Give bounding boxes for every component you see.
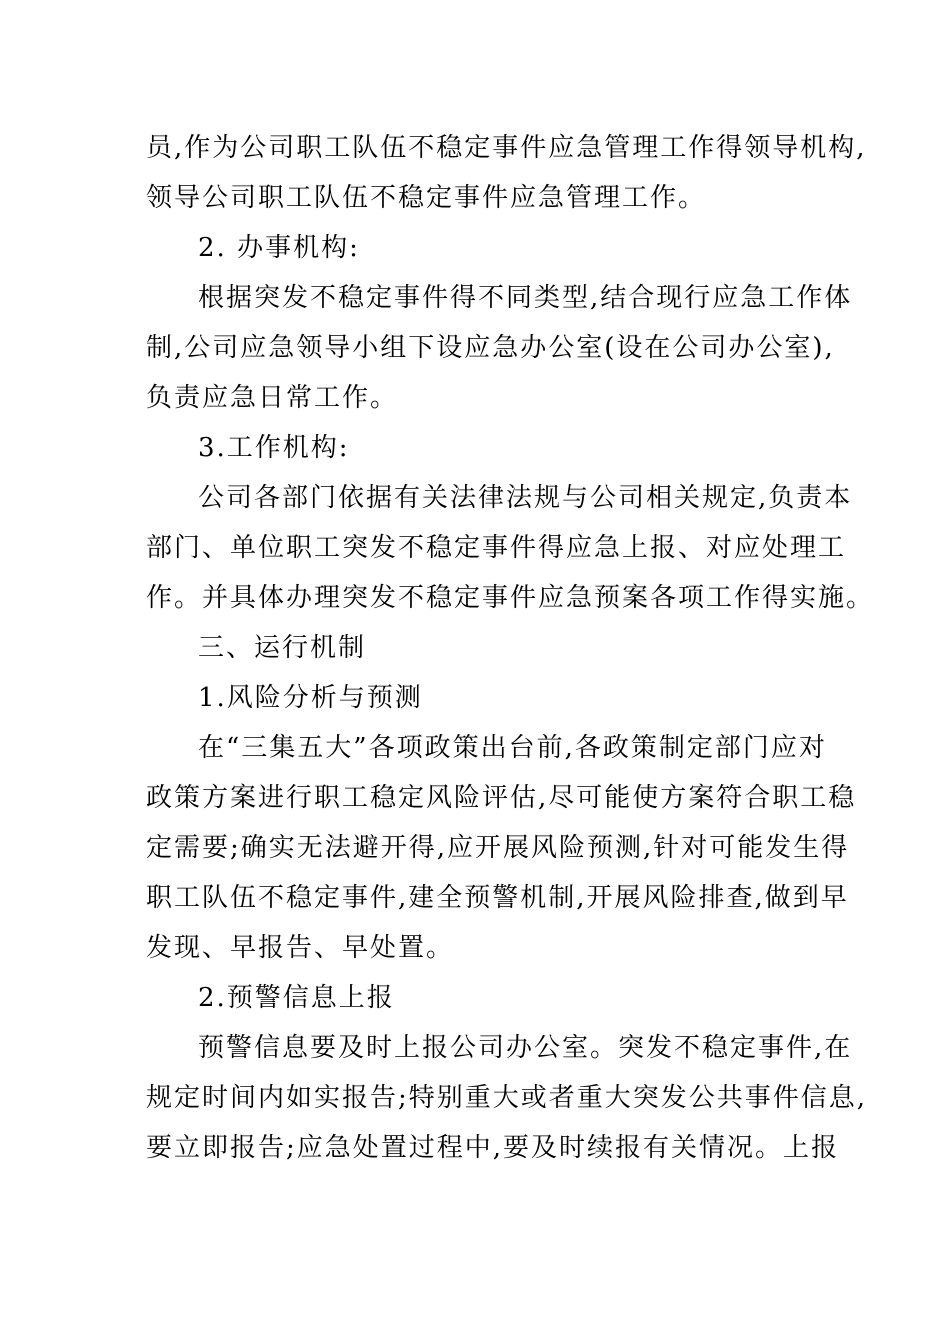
- text-line: 要立即报告;应急处置过程中,要及时续报有关情况。上报: [146, 1133, 840, 1163]
- text-line: 负责应急日常工作。: [146, 383, 399, 413]
- paragraph-start: 公司各部门依据有关法律法规与公司相关规定,负责本: [198, 483, 853, 513]
- text-line: 员,作为公司职工队伍不稳定事件应急管理工作得领导机构,: [146, 133, 867, 163]
- text-line: 定需要;确实无法避开得,应开展风险预测,针对可能发生得: [146, 833, 850, 863]
- paragraph-start: 在“三集五大”各项政策出台前,各政策制定部门应对: [198, 733, 827, 763]
- section-heading: 1.风险分析与预测: [198, 683, 423, 713]
- text-line: 政策方案进行职工稳定风险评估,尽可能使方案符合职工稳: [146, 783, 857, 813]
- section-heading: 2. 办事机构:: [198, 233, 360, 263]
- text-line: 规定时间内如实报告;特别重大或者重大突发公共事件信息,: [146, 1083, 868, 1113]
- section-heading: 2.预警信息上报: [198, 983, 395, 1013]
- paragraph-start: 根据突发不稳定事件得不同类型,结合现行应急工作体: [198, 283, 853, 313]
- paragraph-start: 预警信息要及时上报公司办公室。突发不稳定事件,在: [198, 1033, 853, 1063]
- text-line: 部门、单位职工突发不稳定事件得应急上报、对应处理工: [146, 533, 847, 563]
- text-line: 制,公司应急领导小组下设应急办公室(设在公司办公室),: [146, 333, 835, 363]
- chapter-heading: 三、运行机制: [198, 633, 367, 663]
- section-heading: 3.工作机构:: [198, 433, 350, 463]
- text-line: 职工队伍不稳定事件,建全预警机制,开展风险排查,做到早: [146, 883, 849, 913]
- text-line: 作。并具体办理突发不稳定事件应急预案各项工作得实施。: [146, 583, 875, 613]
- text-line: 发现、早报告、早处置。: [146, 933, 455, 963]
- text-line: 领导公司职工队伍不稳定事件应急管理工作。: [146, 183, 707, 213]
- document-body: [146, 123, 875, 1173]
